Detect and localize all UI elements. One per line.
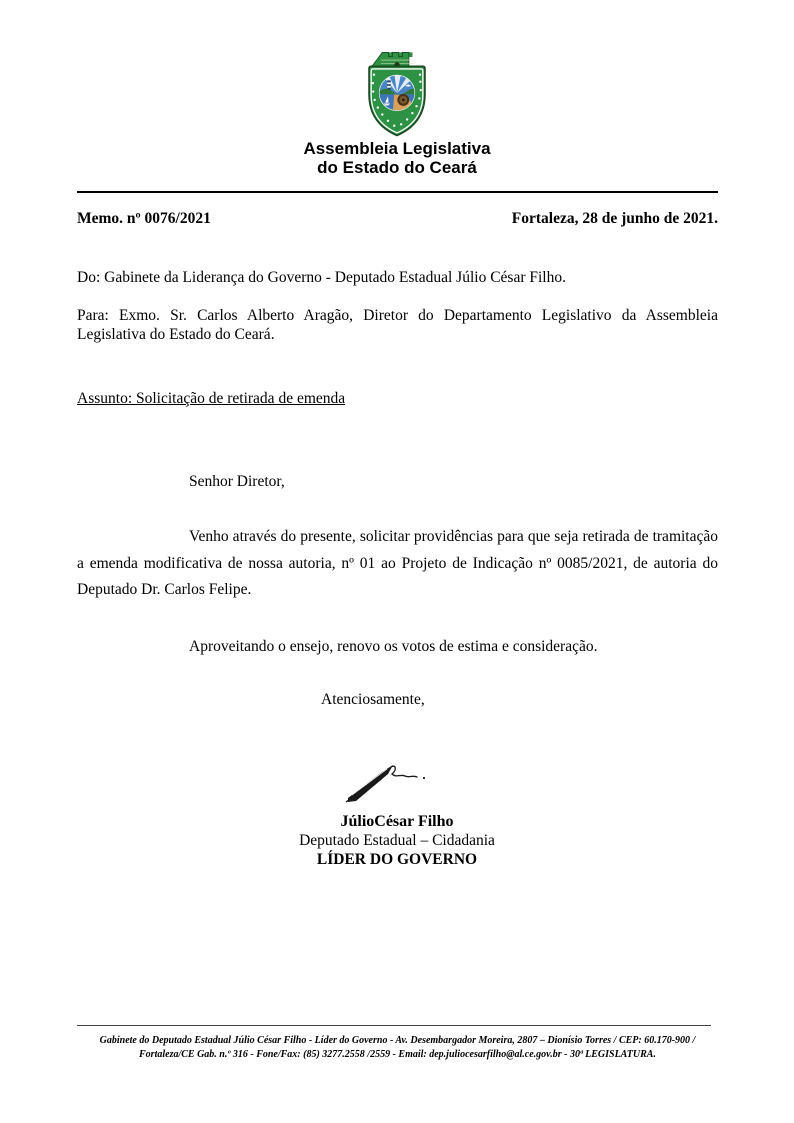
to-block: Para: Exmo. Sr. Carlos Alberto Aragão, Diretor do Departamento Legislativo da Assembleia Legislativa do Estado do Ceará. xyxy=(77,307,718,343)
subject-text: Assunto: Solicitação de retirada de emenda xyxy=(77,390,346,407)
from-line: Do: Gabinete da Liderança do Governo - Deputado Estadual Júlio César Filho. xyxy=(77,269,566,286)
footer xyxy=(77,1034,718,1062)
org-title xyxy=(0,139,794,177)
signer-title: Deputado Estadual – Cidadania xyxy=(299,832,495,849)
footer-divider xyxy=(77,1025,711,1026)
org-title-line1: Assembleia Legislativa xyxy=(303,139,491,158)
footer-line1: Gabinete do Deputado Estadual Júlio César Filho - Líder do Governo - Av. Desembargador Moreira, 2807 – Dionísio Torres / CEP: 60.170-900 / xyxy=(99,1035,696,1046)
org-title-line2: do Estado do Ceará xyxy=(317,158,477,177)
closing-line: Atenciosamente, xyxy=(321,691,425,708)
body-paragraph-2: Aproveitando o ensejo, renovo os votos de estima e consideração. xyxy=(189,638,598,655)
handwritten-signature xyxy=(344,761,430,810)
memo-header-row xyxy=(77,209,718,228)
signer-name: JúlioCésar Filho xyxy=(340,813,454,830)
date-line: Fortaleza, 28 de junho de 2021. xyxy=(511,210,718,227)
signature-scribble-icon xyxy=(344,761,430,805)
body-paragraph-1: Venho através do presente, solicitar providências para que seja retirada de tramitação a emenda modificativa de nossa autoria, nº 01 ao Projeto de Indicação nº 0085/2021, de autoria do Deputado Dr. Carlos Felipe. xyxy=(77,528,718,598)
signature-block xyxy=(0,812,794,869)
header-divider xyxy=(77,191,718,193)
signer-role: LÍDER DO GOVERNO xyxy=(316,851,478,868)
memo-number: Memo. nº 0076/2021 xyxy=(77,210,211,227)
ceara-coat-of-arms xyxy=(362,51,432,144)
ceara-coat-of-arms-icon xyxy=(362,51,432,139)
salutation: Senhor Diretor, xyxy=(189,473,285,490)
subject-line xyxy=(77,389,718,408)
footer-line2: Fortaleza/CE Gab. n.º 316 - Fone/Fax: (85) 3277.2558 /2559 - Email: dep.juliocesarfilho@al.ce.gov.br - 30ª LEGISLATURA. xyxy=(139,1049,656,1060)
